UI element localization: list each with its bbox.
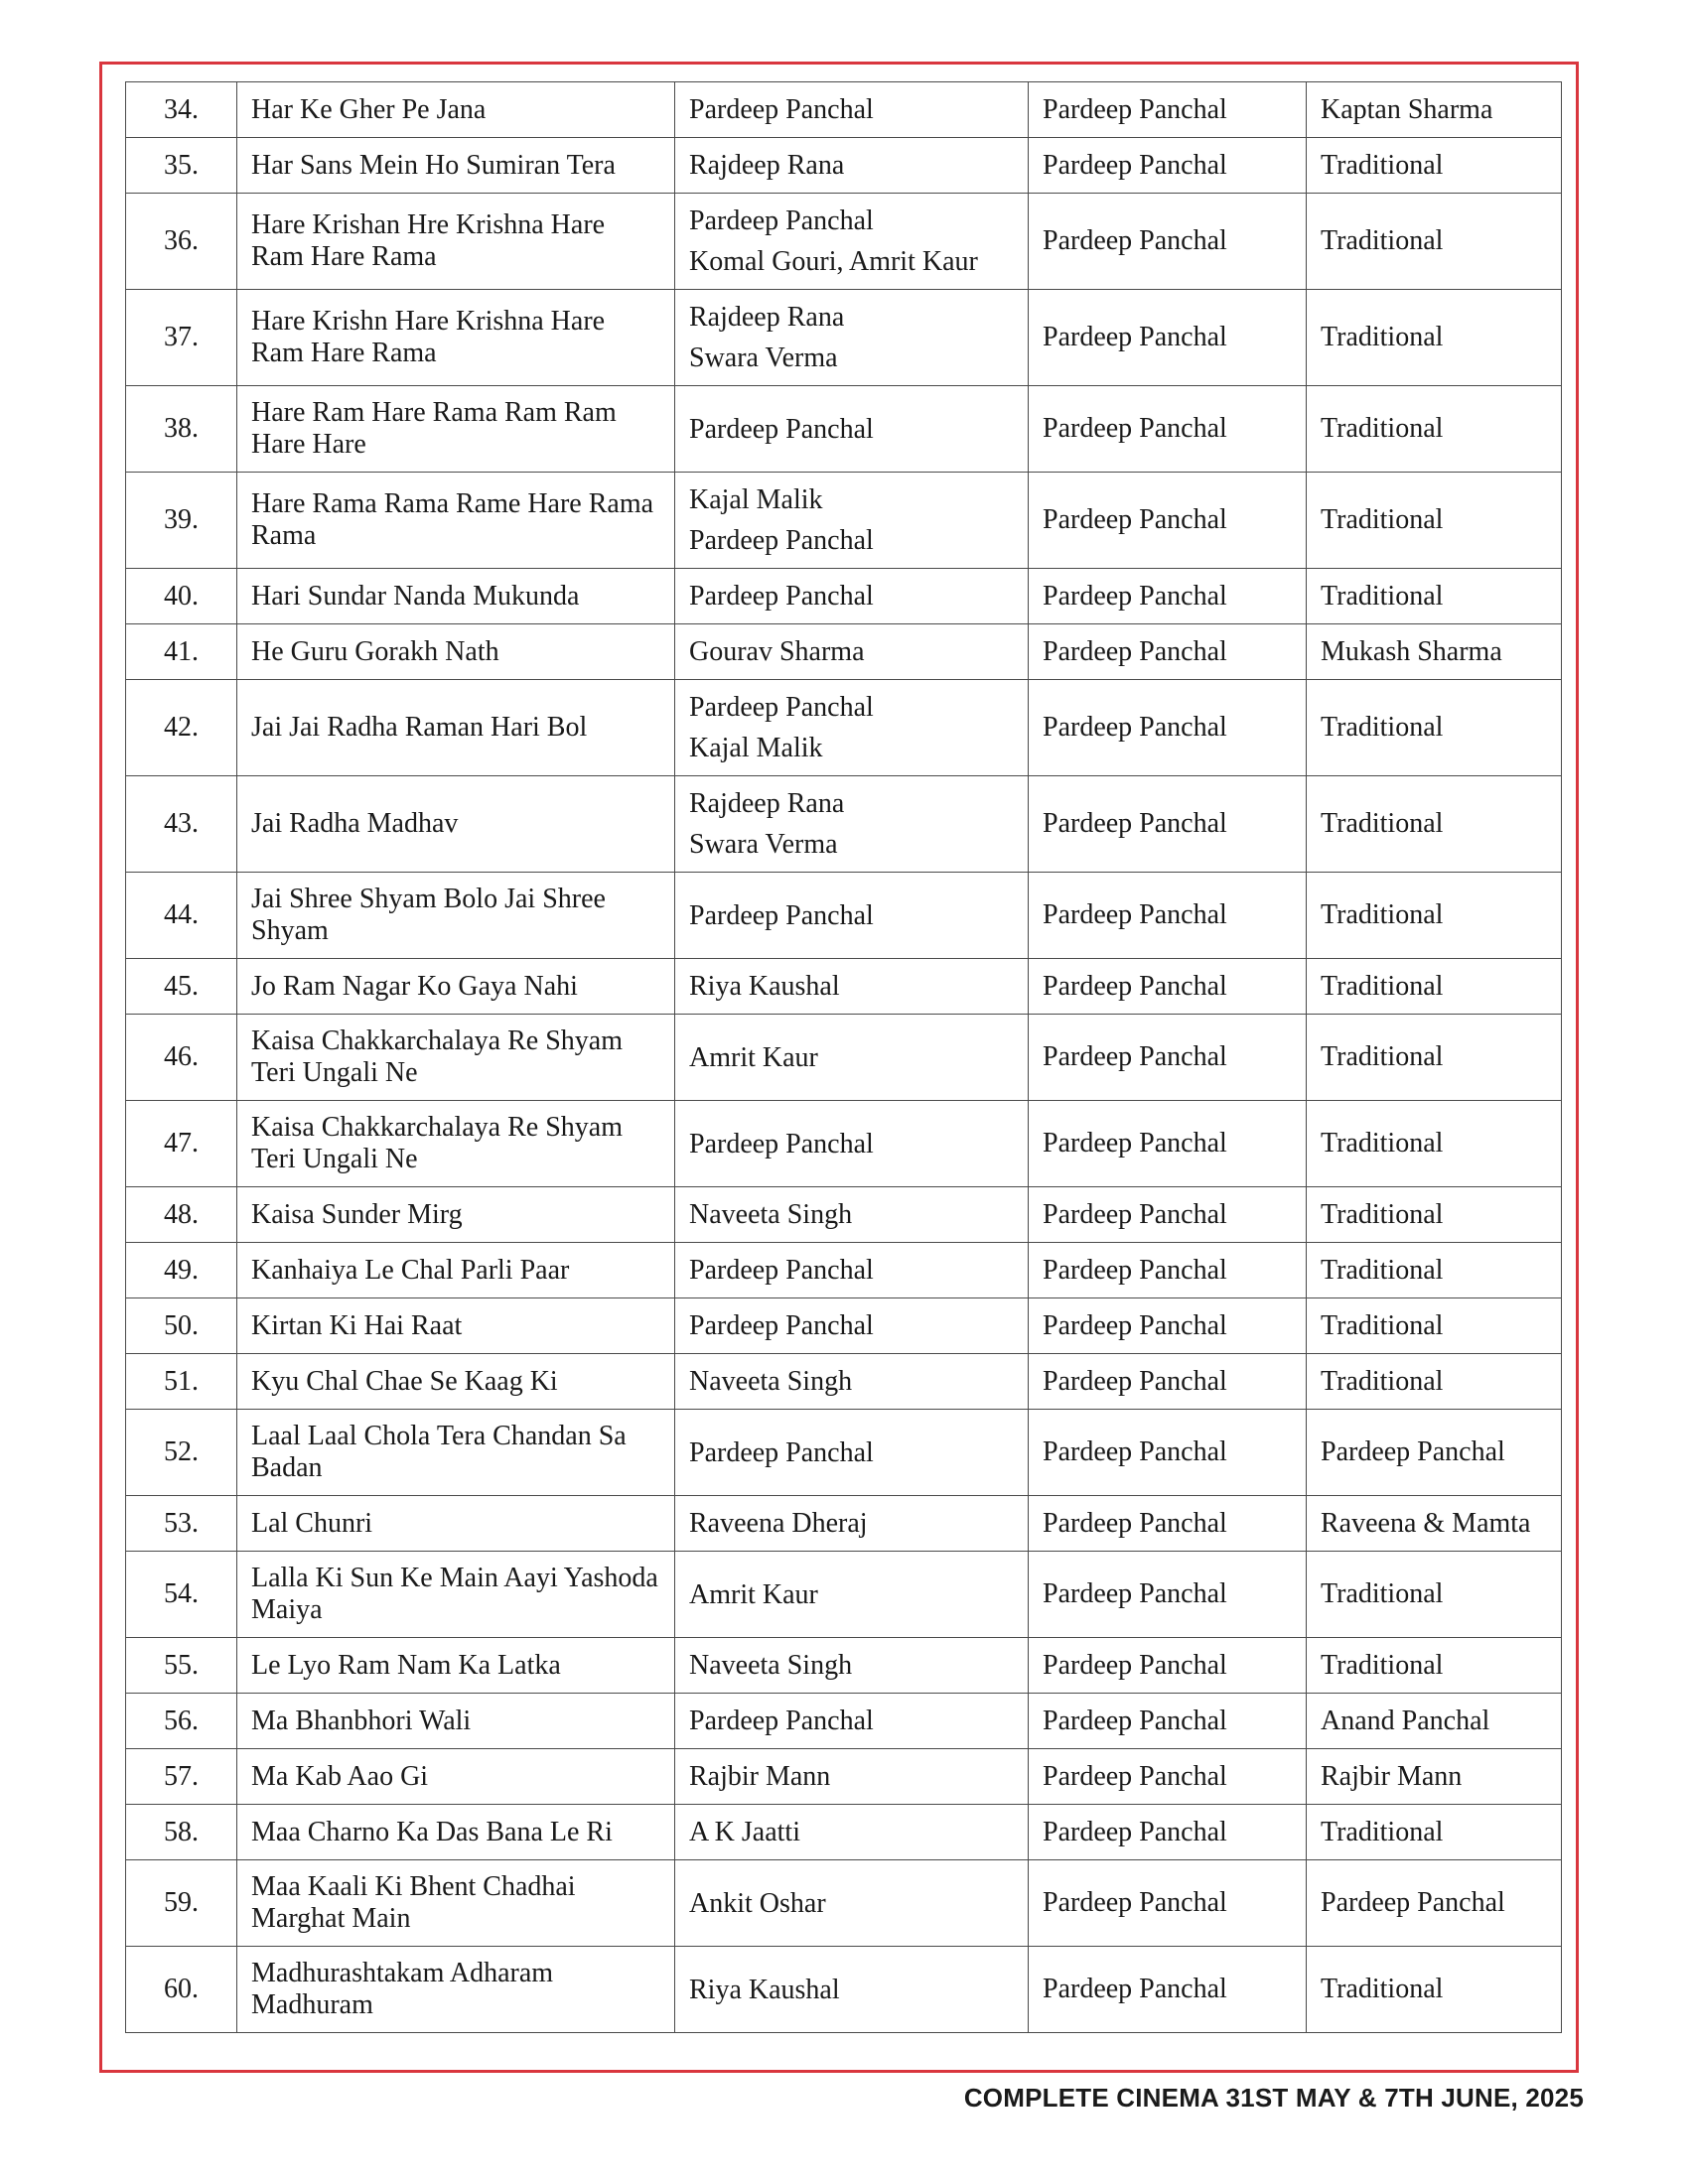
table-row [126, 138, 1562, 194]
table-row [126, 873, 1562, 959]
song-title-cell: Har Sans Mein Ho Sumiran Tera [237, 138, 675, 194]
singers-cell [675, 1694, 1029, 1749]
singer-name: Rajdeep Rana [689, 788, 845, 819]
song-title-cell: Maa Kaali Ki Bhent Chadhai Marghat Main [237, 1860, 675, 1947]
table-row [126, 1101, 1562, 1187]
lyricist-cell: Pardeep Panchal [1307, 1860, 1562, 1947]
song-title-cell: Madhurashtakam Adharam Madhuram [237, 1947, 675, 2033]
singers-cell [675, 1947, 1029, 2033]
song-title-cell: Le Lyo Ram Nam Ka Latka [237, 1638, 675, 1694]
lyricist-cell: Kaptan Sharma [1307, 82, 1562, 138]
song-title-cell: Kaisa Sunder Mirg [237, 1187, 675, 1243]
singer-name: Rajbir Mann [689, 1761, 831, 1792]
composer-cell: Pardeep Panchal [1029, 569, 1307, 624]
table-row [126, 1749, 1562, 1805]
composer-cell: Pardeep Panchal [1029, 473, 1307, 569]
lyricist-cell: Traditional [1307, 1805, 1562, 1860]
singer-name: Amrit Kaur [689, 1041, 818, 1073]
song-title-cell: Ma Bhanbhori Wali [237, 1694, 675, 1749]
singer-name: Kajal Malik [689, 484, 823, 515]
singer-name: Pardeep Panchal [689, 413, 874, 445]
serial-number-cell: 53. [126, 1496, 237, 1552]
singers-cell [675, 386, 1029, 473]
singer-name: Kajal Malik [689, 733, 823, 763]
singers-cell [675, 473, 1029, 569]
singers-cell [675, 680, 1029, 776]
lyricist-cell: Traditional [1307, 1101, 1562, 1187]
table-row [126, 194, 1562, 290]
singer-name: Pardeep Panchal [689, 1128, 874, 1160]
singer-name: Naveeta Singh [689, 1366, 853, 1397]
table-row [126, 1015, 1562, 1101]
singer-name: Pardeep Panchal [689, 94, 874, 125]
singer-name: Gourav Sharma [689, 636, 865, 667]
table-row [126, 1354, 1562, 1410]
song-title-cell: Hare Ram Hare Rama Ram Ram Hare Hare [237, 386, 675, 473]
song-title-cell: Kanhaiya Le Chal Parli Paar [237, 1243, 675, 1298]
song-title-cell: He Guru Gorakh Nath [237, 624, 675, 680]
singer-name: Rajdeep Rana [689, 150, 845, 181]
song-title-cell: Kyu Chal Chae Se Kaag Ki [237, 1354, 675, 1410]
singer-name: Ankit Oshar [689, 1887, 826, 1919]
singers-cell [675, 1187, 1029, 1243]
table-row [126, 959, 1562, 1015]
table-row [126, 290, 1562, 386]
serial-number-cell: 37. [126, 290, 237, 386]
singers-cell [675, 1298, 1029, 1354]
table-row [126, 1694, 1562, 1749]
lyricist-cell: Pardeep Panchal [1307, 1410, 1562, 1496]
lyricist-cell: Traditional [1307, 569, 1562, 624]
singers-cell [675, 624, 1029, 680]
lyricist-cell: Traditional [1307, 1638, 1562, 1694]
lyricist-cell: Traditional [1307, 1298, 1562, 1354]
singers-cell [675, 138, 1029, 194]
serial-number-cell: 57. [126, 1749, 237, 1805]
table-row [126, 1298, 1562, 1354]
singers-cell [675, 1101, 1029, 1187]
singer-name: Riya Kaushal [689, 1974, 840, 2005]
serial-number-cell: 45. [126, 959, 237, 1015]
composer-cell: Pardeep Panchal [1029, 1552, 1307, 1638]
lyricist-cell: Traditional [1307, 386, 1562, 473]
composer-cell: Pardeep Panchal [1029, 1410, 1307, 1496]
singer-name: Pardeep Panchal [689, 1310, 874, 1341]
serial-number-cell: 59. [126, 1860, 237, 1947]
lyricist-cell: Traditional [1307, 776, 1562, 873]
serial-number-cell: 34. [126, 82, 237, 138]
lyricist-cell: Traditional [1307, 473, 1562, 569]
singer-name: Pardeep Panchal [689, 1706, 874, 1736]
singer-name: Pardeep Panchal [689, 581, 874, 612]
serial-number-cell: 60. [126, 1947, 237, 2033]
composer-cell: Pardeep Panchal [1029, 1354, 1307, 1410]
singers-cell [675, 1805, 1029, 1860]
composer-cell: Pardeep Panchal [1029, 1015, 1307, 1101]
composer-cell: Pardeep Panchal [1029, 1243, 1307, 1298]
serial-number-cell: 44. [126, 873, 237, 959]
singers-cell [675, 873, 1029, 959]
song-title-cell: Jai Jai Radha Raman Hari Bol [237, 680, 675, 776]
singers-cell [675, 1496, 1029, 1552]
serial-number-cell: 58. [126, 1805, 237, 1860]
table-row [126, 1638, 1562, 1694]
singer-name: Pardeep Panchal [689, 899, 874, 931]
lyricist-cell: Traditional [1307, 1354, 1562, 1410]
table-row [126, 1947, 1562, 2033]
serial-number-cell: 52. [126, 1410, 237, 1496]
composer-cell: Pardeep Panchal [1029, 1638, 1307, 1694]
song-title-cell: Hare Krishn Hare Krishna Hare Ram Hare Rama [237, 290, 675, 386]
serial-number-cell: 42. [126, 680, 237, 776]
table-row [126, 82, 1562, 138]
composer-cell: Pardeep Panchal [1029, 1101, 1307, 1187]
serial-number-cell: 46. [126, 1015, 237, 1101]
composer-cell: Pardeep Panchal [1029, 624, 1307, 680]
table-row [126, 624, 1562, 680]
serial-number-cell: 56. [126, 1694, 237, 1749]
singer-name: Komal Gouri, Amrit Kaur [689, 246, 978, 277]
singer-name: Naveeta Singh [689, 1199, 853, 1230]
song-title-cell: Jai Shree Shyam Bolo Jai Shree Shyam [237, 873, 675, 959]
singers-cell [675, 569, 1029, 624]
song-title-cell: Lalla Ki Sun Ke Main Aayi Yashoda Maiya [237, 1552, 675, 1638]
table-row [126, 569, 1562, 624]
song-title-cell: Hare Krishan Hre Krishna Hare Ram Hare Rama [237, 194, 675, 290]
singers-cell [675, 1015, 1029, 1101]
composer-cell: Pardeep Panchal [1029, 1187, 1307, 1243]
singer-name: Pardeep Panchal [689, 1436, 874, 1468]
song-title-cell: Kaisa Chakkarchalaya Re Shyam Teri Ungali Ne [237, 1101, 675, 1187]
table-row [126, 1860, 1562, 1947]
lyricist-cell: Traditional [1307, 680, 1562, 776]
singers-cell [675, 1860, 1029, 1947]
table-row [126, 1552, 1562, 1638]
serial-number-cell: 43. [126, 776, 237, 873]
table-row [126, 1805, 1562, 1860]
composer-cell: Pardeep Panchal [1029, 82, 1307, 138]
singer-name: Pardeep Panchal [689, 525, 874, 556]
lyricist-cell: Traditional [1307, 138, 1562, 194]
composer-cell: Pardeep Panchal [1029, 776, 1307, 873]
singer-name: A K Jaatti [689, 1817, 800, 1847]
singers-cell [675, 1354, 1029, 1410]
composer-cell: Pardeep Panchal [1029, 386, 1307, 473]
serial-number-cell: 40. [126, 569, 237, 624]
lyricist-cell: Anand Panchal [1307, 1694, 1562, 1749]
table-row [126, 1410, 1562, 1496]
composer-cell: Pardeep Panchal [1029, 290, 1307, 386]
footer-publication-line: COMPLETE CINEMA 31ST MAY & 7TH JUNE, 2025 [963, 2083, 1584, 2113]
song-title-cell: Ma Kab Aao Gi [237, 1749, 675, 1805]
table-row [126, 1243, 1562, 1298]
lyricist-cell: Traditional [1307, 1015, 1562, 1101]
table-row [126, 473, 1562, 569]
song-title-cell: Har Ke Gher Pe Jana [237, 82, 675, 138]
table-row [126, 386, 1562, 473]
composer-cell: Pardeep Panchal [1029, 194, 1307, 290]
composer-cell: Pardeep Panchal [1029, 1298, 1307, 1354]
singer-name: Pardeep Panchal [689, 692, 874, 723]
singers-cell [675, 776, 1029, 873]
lyricist-cell: Traditional [1307, 959, 1562, 1015]
singers-cell [675, 1552, 1029, 1638]
table-row [126, 1187, 1562, 1243]
composer-cell: Pardeep Panchal [1029, 1694, 1307, 1749]
table-row [126, 680, 1562, 776]
singers-cell [675, 959, 1029, 1015]
song-title-cell: Maa Charno Ka Das Bana Le Ri [237, 1805, 675, 1860]
song-title-cell: Jai Radha Madhav [237, 776, 675, 873]
composer-cell: Pardeep Panchal [1029, 1496, 1307, 1552]
lyricist-cell: Rajbir Mann [1307, 1749, 1562, 1805]
lyricist-cell: Traditional [1307, 1947, 1562, 2033]
singer-name: Riya Kaushal [689, 971, 840, 1002]
serial-number-cell: 50. [126, 1298, 237, 1354]
table-row [126, 776, 1562, 873]
singer-name: Amrit Kaur [689, 1578, 818, 1610]
lyricist-cell: Raveena & Mamta [1307, 1496, 1562, 1552]
singers-cell [675, 1749, 1029, 1805]
song-title-cell: Jo Ram Nagar Ko Gaya Nahi [237, 959, 675, 1015]
lyricist-cell: Traditional [1307, 1187, 1562, 1243]
songs-table-body [126, 82, 1562, 2033]
singer-name: Rajdeep Rana [689, 302, 845, 333]
song-title-cell: Kirtan Ki Hai Raat [237, 1298, 675, 1354]
song-title-cell: Laal Laal Chola Tera Chandan Sa Badan [237, 1410, 675, 1496]
serial-number-cell: 41. [126, 624, 237, 680]
song-title-cell: Kaisa Chakkarchalaya Re Shyam Teri Ungali Ne [237, 1015, 675, 1101]
serial-number-cell: 39. [126, 473, 237, 569]
singers-cell [675, 1243, 1029, 1298]
table-row [126, 1496, 1562, 1552]
serial-number-cell: 35. [126, 138, 237, 194]
song-title-cell: Hare Rama Rama Rame Hare Rama Rama [237, 473, 675, 569]
serial-number-cell: 48. [126, 1187, 237, 1243]
lyricist-cell: Traditional [1307, 1552, 1562, 1638]
song-title-cell: Lal Chunri [237, 1496, 675, 1552]
serial-number-cell: 38. [126, 386, 237, 473]
lyricist-cell: Traditional [1307, 1243, 1562, 1298]
singers-cell [675, 1410, 1029, 1496]
singers-cell [675, 194, 1029, 290]
composer-cell: Pardeep Panchal [1029, 1947, 1307, 2033]
serial-number-cell: 51. [126, 1354, 237, 1410]
serial-number-cell: 54. [126, 1552, 237, 1638]
composer-cell: Pardeep Panchal [1029, 138, 1307, 194]
composer-cell: Pardeep Panchal [1029, 680, 1307, 776]
serial-number-cell: 47. [126, 1101, 237, 1187]
singers-cell [675, 290, 1029, 386]
composer-cell: Pardeep Panchal [1029, 1860, 1307, 1947]
singer-name: Swara Verma [689, 342, 838, 373]
composer-cell: Pardeep Panchal [1029, 873, 1307, 959]
song-title-cell: Hari Sundar Nanda Mukunda [237, 569, 675, 624]
serial-number-cell: 55. [126, 1638, 237, 1694]
singer-name: Pardeep Panchal [689, 205, 874, 236]
composer-cell: Pardeep Panchal [1029, 1805, 1307, 1860]
lyricist-cell: Traditional [1307, 194, 1562, 290]
serial-number-cell: 36. [126, 194, 237, 290]
lyricist-cell: Mukash Sharma [1307, 624, 1562, 680]
singer-name: Raveena Dheraj [689, 1508, 868, 1539]
singer-name: Pardeep Panchal [689, 1255, 874, 1286]
songs-table [125, 81, 1562, 2033]
singer-name: Naveeta Singh [689, 1650, 853, 1681]
lyricist-cell: Traditional [1307, 873, 1562, 959]
lyricist-cell: Traditional [1307, 290, 1562, 386]
singers-cell [675, 82, 1029, 138]
singers-cell [675, 1638, 1029, 1694]
composer-cell: Pardeep Panchal [1029, 1749, 1307, 1805]
singer-name: Swara Verma [689, 829, 838, 860]
composer-cell: Pardeep Panchal [1029, 959, 1307, 1015]
serial-number-cell: 49. [126, 1243, 237, 1298]
